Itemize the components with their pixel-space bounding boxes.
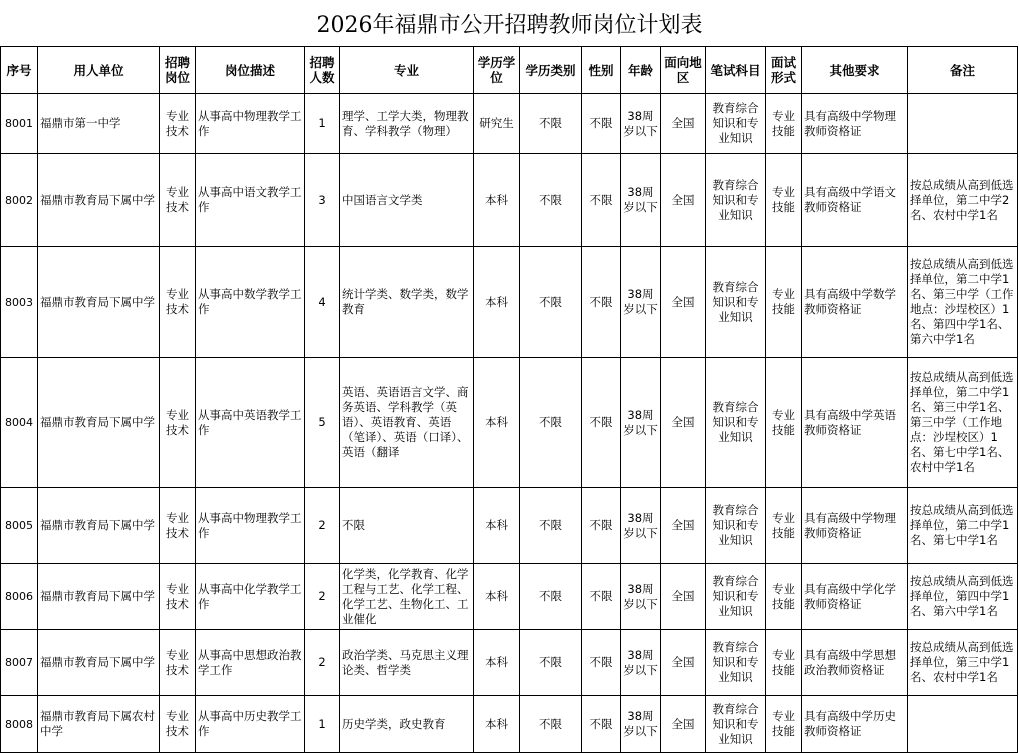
remarks-cell: 按总成绩从高到低选择单位，第二中学2名、农村中学1名 bbox=[908, 154, 1018, 247]
gender-cell: 不限 bbox=[582, 488, 621, 564]
seq-cell: 8006 bbox=[1, 564, 38, 630]
age-cell: 38周岁以下 bbox=[621, 488, 661, 564]
gender-cell: 不限 bbox=[582, 630, 621, 696]
requirements-cell: 具有高级中学化学教师资格证 bbox=[802, 564, 908, 630]
seq-cell: 8007 bbox=[1, 630, 38, 696]
exam-subject-cell: 教育综合知识和专业知识 bbox=[706, 488, 766, 564]
table-row bbox=[1, 94, 1018, 154]
header-cell: 学历类别 bbox=[520, 47, 582, 94]
age-cell: 38周岁以下 bbox=[621, 564, 661, 630]
post-type-cell: 专业技术 bbox=[160, 564, 196, 630]
count-cell: 2 bbox=[305, 564, 340, 630]
employer-cell: 福鼎市教育局下属中学 bbox=[38, 154, 160, 247]
exam-subject-cell: 教育综合知识和专业知识 bbox=[706, 94, 766, 154]
header-cell: 学历学位 bbox=[474, 47, 520, 94]
age-cell: 38周岁以下 bbox=[621, 94, 661, 154]
seq-cell: 8004 bbox=[1, 358, 38, 488]
exam-subject-cell: 教育综合知识和专业知识 bbox=[706, 247, 766, 358]
remarks-cell: 按总成绩从高到低选择单位，第二中学1名、第三中学（工作地点：沙埕校区）1名、第四中学1名、第六中学1名 bbox=[908, 247, 1018, 358]
region-cell: 全国 bbox=[661, 630, 706, 696]
count-cell: 2 bbox=[305, 630, 340, 696]
page-title: 2026年福鼎市公开招聘教师岗位计划表 bbox=[316, 12, 703, 38]
major-cell: 历史学类，政史教育 bbox=[340, 696, 474, 753]
header-cell: 备注 bbox=[908, 47, 1018, 94]
region-cell: 全国 bbox=[661, 358, 706, 488]
interview-cell: 专业技能 bbox=[766, 358, 802, 488]
seq-cell: 8001 bbox=[1, 94, 38, 154]
interview-cell: 专业技能 bbox=[766, 247, 802, 358]
recruitment-table bbox=[0, 46, 1018, 753]
degree-type-cell: 不限 bbox=[520, 696, 582, 753]
major-cell: 理学、工学大类，物理教育、学科教学（物理） bbox=[340, 94, 474, 154]
age-cell: 38周岁以下 bbox=[621, 696, 661, 753]
table-row bbox=[1, 564, 1018, 630]
seq-cell: 8002 bbox=[1, 154, 38, 247]
post-type-cell: 专业技术 bbox=[160, 94, 196, 154]
degree-cell: 本科 bbox=[474, 247, 520, 358]
gender-cell: 不限 bbox=[582, 247, 621, 358]
header-cell: 岗位描述 bbox=[196, 47, 305, 94]
header-cell: 年龄 bbox=[621, 47, 661, 94]
major-cell: 化学类，化学教育、化学工程与工艺、化学工程、化学工艺、生物化工、工业催化 bbox=[340, 564, 474, 630]
table-row bbox=[1, 247, 1018, 358]
degree-type-cell: 不限 bbox=[520, 630, 582, 696]
major-cell: 统计学类、数学类，数学教育 bbox=[340, 247, 474, 358]
exam-subject-cell: 教育综合知识和专业知识 bbox=[706, 564, 766, 630]
count-cell: 4 bbox=[305, 247, 340, 358]
degree-type-cell: 不限 bbox=[520, 564, 582, 630]
major-cell: 英语、英语语言文学、商务英语、学科教学（英语）、英语教育、英语（笔译）、英语（口译）、英语（翻译 bbox=[340, 358, 474, 488]
employer-cell: 福鼎市教育局下属中学 bbox=[38, 358, 160, 488]
employer-cell: 福鼎市第一中学 bbox=[38, 94, 160, 154]
gender-cell: 不限 bbox=[582, 94, 621, 154]
remarks-cell: 按总成绩从高到低选择单位，第二中学1名、第七中学1名 bbox=[908, 488, 1018, 564]
region-cell: 全国 bbox=[661, 564, 706, 630]
major-cell: 不限 bbox=[340, 488, 474, 564]
region-cell: 全国 bbox=[661, 94, 706, 154]
degree-cell: 本科 bbox=[474, 358, 520, 488]
employer-cell: 福鼎市教育局下属农村中学 bbox=[38, 696, 160, 753]
header-cell: 性别 bbox=[582, 47, 621, 94]
seq-cell: 8008 bbox=[1, 696, 38, 753]
degree-type-cell: 不限 bbox=[520, 488, 582, 564]
table-row bbox=[1, 696, 1018, 753]
region-cell: 全国 bbox=[661, 696, 706, 753]
interview-cell: 专业技能 bbox=[766, 564, 802, 630]
degree-type-cell: 不限 bbox=[520, 247, 582, 358]
degree-cell: 本科 bbox=[474, 696, 520, 753]
post-type-cell: 专业技术 bbox=[160, 247, 196, 358]
requirements-cell: 具有高级中学语文教师资格证 bbox=[802, 154, 908, 247]
degree-cell: 本科 bbox=[474, 154, 520, 247]
count-cell: 3 bbox=[305, 154, 340, 247]
header-cell: 用人单位 bbox=[38, 47, 160, 94]
major-cell: 政治学类、马克思主义理论类、哲学类 bbox=[340, 630, 474, 696]
gender-cell: 不限 bbox=[582, 154, 621, 247]
interview-cell: 专业技能 bbox=[766, 154, 802, 247]
table-row bbox=[1, 358, 1018, 488]
region-cell: 全国 bbox=[661, 154, 706, 247]
table-row bbox=[1, 630, 1018, 696]
header-row bbox=[1, 47, 1018, 94]
gender-cell: 不限 bbox=[582, 696, 621, 753]
major-cell: 中国语言文学类 bbox=[340, 154, 474, 247]
requirements-cell: 具有高级中学历史教师资格证 bbox=[802, 696, 908, 753]
gender-cell: 不限 bbox=[582, 358, 621, 488]
employer-cell: 福鼎市教育局下属中学 bbox=[38, 564, 160, 630]
header-cell: 序号 bbox=[1, 47, 38, 94]
count-cell: 1 bbox=[305, 696, 340, 753]
table-row bbox=[1, 154, 1018, 247]
post-type-cell: 专业技术 bbox=[160, 488, 196, 564]
degree-cell: 本科 bbox=[474, 488, 520, 564]
employer-cell: 福鼎市教育局下属中学 bbox=[38, 630, 160, 696]
degree-cell: 本科 bbox=[474, 564, 520, 630]
remarks-cell: 按总成绩从高到低选择单位，第二中学1名、第三中学1名、第三中学（工作地点：沙埕校区）1名、第七中学1名、农村中学1名 bbox=[908, 358, 1018, 488]
degree-type-cell: 不限 bbox=[520, 358, 582, 488]
post-desc-cell: 从事高中语文教学工作 bbox=[196, 154, 305, 247]
post-type-cell: 专业技术 bbox=[160, 630, 196, 696]
table-row bbox=[1, 488, 1018, 564]
post-type-cell: 专业技术 bbox=[160, 154, 196, 247]
degree-cell: 研究生 bbox=[474, 94, 520, 154]
degree-cell: 本科 bbox=[474, 630, 520, 696]
age-cell: 38周岁以下 bbox=[621, 247, 661, 358]
degree-type-cell: 不限 bbox=[520, 154, 582, 247]
post-desc-cell: 从事高中物理教学工作 bbox=[196, 94, 305, 154]
region-cell: 全国 bbox=[661, 247, 706, 358]
exam-subject-cell: 教育综合知识和专业知识 bbox=[706, 358, 766, 488]
exam-subject-cell: 教育综合知识和专业知识 bbox=[706, 696, 766, 753]
gender-cell: 不限 bbox=[582, 564, 621, 630]
age-cell: 38周岁以下 bbox=[621, 630, 661, 696]
employer-cell: 福鼎市教育局下属中学 bbox=[38, 247, 160, 358]
post-type-cell: 专业技术 bbox=[160, 696, 196, 753]
post-desc-cell: 从事高中化学教学工作 bbox=[196, 564, 305, 630]
post-desc-cell: 从事高中数学教学工作 bbox=[196, 247, 305, 358]
remarks-cell bbox=[908, 94, 1018, 154]
seq-cell: 8005 bbox=[1, 488, 38, 564]
post-desc-cell: 从事高中英语教学工作 bbox=[196, 358, 305, 488]
age-cell: 38周岁以下 bbox=[621, 358, 661, 488]
header-cell: 面向地区 bbox=[661, 47, 706, 94]
header-cell: 专业 bbox=[340, 47, 474, 94]
requirements-cell: 具有高级中学思想政治教师资格证 bbox=[802, 630, 908, 696]
requirements-cell: 具有高级中学物理教师资格证 bbox=[802, 94, 908, 154]
degree-type-cell: 不限 bbox=[520, 94, 582, 154]
requirements-cell: 具有高级中学英语教师资格证 bbox=[802, 358, 908, 488]
post-desc-cell: 从事高中历史教学工作 bbox=[196, 696, 305, 753]
exam-subject-cell: 教育综合知识和专业知识 bbox=[706, 154, 766, 247]
header-cell: 其他要求 bbox=[802, 47, 908, 94]
interview-cell: 专业技能 bbox=[766, 696, 802, 753]
interview-cell: 专业技能 bbox=[766, 488, 802, 564]
post-type-cell: 专业技术 bbox=[160, 358, 196, 488]
requirements-cell: 具有高级中学数学教师资格证 bbox=[802, 247, 908, 358]
seq-cell: 8003 bbox=[1, 247, 38, 358]
exam-subject-cell: 教育综合知识和专业知识 bbox=[706, 630, 766, 696]
remarks-cell bbox=[908, 696, 1018, 753]
count-cell: 1 bbox=[305, 94, 340, 154]
employer-cell: 福鼎市教育局下属中学 bbox=[38, 488, 160, 564]
header-cell: 面试形式 bbox=[766, 47, 802, 94]
interview-cell: 专业技能 bbox=[766, 94, 802, 154]
header-cell: 招聘岗位 bbox=[160, 47, 196, 94]
requirements-cell: 具有高级中学物理教师资格证 bbox=[802, 488, 908, 564]
header-cell: 招聘人数 bbox=[305, 47, 340, 94]
count-cell: 2 bbox=[305, 488, 340, 564]
remarks-cell: 按总成绩从高到低选择单位，第三中学1名、农村中学1名 bbox=[908, 630, 1018, 696]
interview-cell: 专业技能 bbox=[766, 630, 802, 696]
post-desc-cell: 从事高中思想政治教学工作 bbox=[196, 630, 305, 696]
header-cell: 笔试科目 bbox=[706, 47, 766, 94]
post-desc-cell: 从事高中物理教学工作 bbox=[196, 488, 305, 564]
age-cell: 38周岁以下 bbox=[621, 154, 661, 247]
count-cell: 5 bbox=[305, 358, 340, 488]
remarks-cell: 按总成绩从高到低选择单位，第四中学1名、第六中学1名 bbox=[908, 564, 1018, 630]
region-cell: 全国 bbox=[661, 488, 706, 564]
